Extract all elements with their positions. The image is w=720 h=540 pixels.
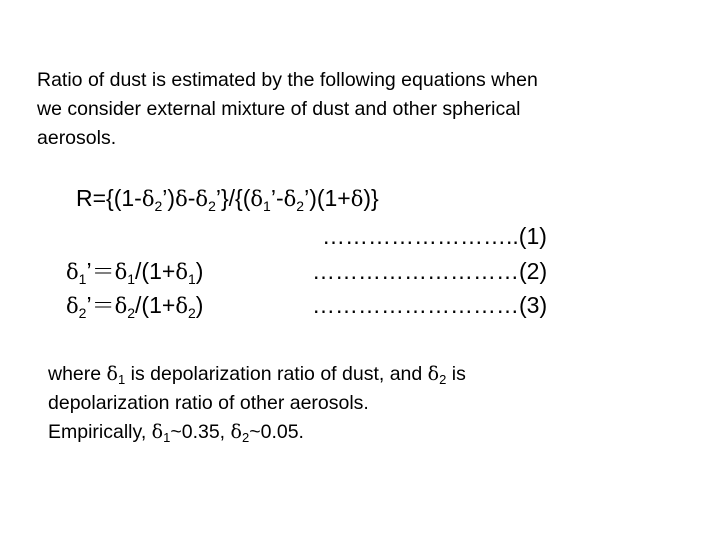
note-text: where — [48, 363, 107, 385]
delta-symbol: δ — [175, 294, 188, 318]
subscript: 2 — [154, 198, 163, 214]
eq-text: /(1+ — [135, 292, 176, 318]
delta-symbol: δ — [175, 187, 188, 211]
subscript: 2 — [78, 305, 87, 321]
delta-symbol: δ — [151, 421, 164, 443]
delta-symbol: δ — [106, 363, 118, 385]
delta-symbol: δ — [66, 294, 79, 318]
equation-ref-3: ………………………(3) — [312, 292, 548, 318]
equation-delta2-prime — [66, 291, 203, 320]
note-line-1 — [48, 360, 668, 389]
note-line-2: depolarization ratio of other aerosols. — [48, 392, 369, 414]
eq-main-text: - — [187, 185, 196, 211]
subscript: 1 — [127, 271, 136, 287]
subscript: 2 — [187, 305, 196, 321]
equation-ref-2: ………………………(2) — [312, 258, 548, 284]
subscript: 2 — [439, 372, 447, 387]
subscript: 1 — [78, 271, 87, 287]
eq-main-text: ’- — [270, 185, 284, 211]
note-text: Empirically, — [48, 421, 152, 443]
subscript: 1 — [117, 372, 126, 387]
eq-text: /(1+ — [135, 258, 176, 284]
intro-line-1: Ratio of dust is estimated by the following equations when — [37, 69, 538, 91]
eq-text: ) — [195, 258, 204, 284]
subscript: 2 — [241, 430, 250, 445]
delta-symbol: δ — [350, 187, 364, 211]
intro-paragraph — [37, 66, 677, 153]
note-text: ~0.35, — [170, 421, 231, 443]
equation-main — [76, 184, 379, 213]
note-text: is depolarization ratio of dust, and — [125, 363, 428, 385]
delta-symbol: δ — [283, 187, 297, 211]
delta-symbol: δ — [175, 260, 188, 284]
eq-main-text: R={(1- — [76, 185, 142, 211]
delta-symbol: δ — [250, 187, 264, 211]
subscript: 2 — [127, 305, 136, 321]
eq-text: ’＝ — [86, 292, 115, 318]
delta-symbol: δ — [141, 187, 155, 211]
equation-ref-1: ……………………..(1) — [322, 223, 547, 249]
note-paragraph — [48, 360, 668, 447]
intro-line-3: aerosols. — [37, 127, 117, 149]
delta-symbol: δ — [66, 260, 79, 284]
delta-symbol: δ — [114, 294, 128, 318]
subscript: 2 — [296, 198, 305, 214]
delta-symbol: δ — [195, 187, 209, 211]
delta-symbol: δ — [427, 363, 440, 385]
eq-main-text: ’)(1+ — [304, 185, 351, 211]
eq-main-text: ’}/{( — [215, 185, 251, 211]
eq-main-text: ’) — [162, 185, 176, 211]
subscript: 1 — [187, 271, 196, 287]
subscript: 1 — [163, 430, 171, 445]
subscript: 1 — [263, 198, 271, 214]
note-text: is — [446, 363, 466, 385]
delta-symbol: δ — [230, 421, 242, 443]
eq-main-text: )} — [363, 185, 379, 211]
equation-delta1-prime — [66, 257, 203, 286]
note-text: ~0.05. — [249, 421, 304, 443]
eq-text: ’＝ — [86, 258, 115, 284]
delta-symbol: δ — [114, 260, 128, 284]
intro-line-2: we consider external mixture of dust and other spherical — [37, 98, 521, 120]
eq-text: ) — [195, 292, 204, 318]
note-line-3 — [48, 418, 668, 447]
subscript: 2 — [208, 198, 216, 214]
